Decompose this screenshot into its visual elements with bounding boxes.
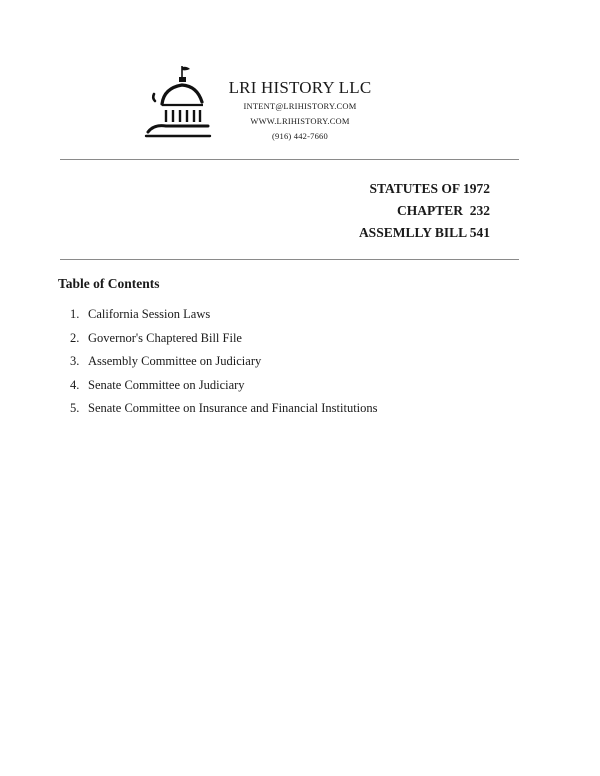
bottom-divider — [60, 259, 519, 260]
toc-item-label: Senate Committee on Judiciary — [88, 377, 245, 392]
toc-item-number: 4. — [70, 377, 80, 392]
capitol-dome-icon — [142, 64, 212, 140]
statute-year: STATUTES OF 1972 — [369, 181, 490, 196]
toc-item-number: 2. — [70, 330, 80, 345]
toc-item-label: Assembly Committee on Judiciary — [88, 354, 262, 368]
company-website: WWW.LRIHISTORY.COM — [250, 116, 350, 126]
toc-item[interactable] — [70, 376, 378, 400]
company-phone: (916) 442-7660 — [272, 131, 328, 141]
toc-item-number: 5. — [70, 401, 80, 415]
toc-list — [70, 305, 378, 423]
toc-title: Table of Contents — [58, 276, 160, 291]
toc-item-label: California Session Laws — [88, 307, 211, 321]
toc-item[interactable] — [70, 329, 378, 353]
statute-chapter: CHAPTER 232 — [396, 203, 490, 218]
company-name: LRI HISTORY LLC — [228, 78, 372, 97]
toc-item[interactable] — [70, 305, 378, 329]
statute-bill: ASSEMLLY BILL 541 — [358, 225, 490, 240]
toc-item-number: 3. — [70, 354, 80, 368]
top-divider — [60, 159, 519, 160]
toc-item-number: 1. — [70, 307, 80, 321]
company-email: INTENT@LRIHISTORY.COM — [243, 101, 357, 111]
toc-item-label: Senate Committee on Insurance and Financial Institutions — [88, 401, 378, 415]
toc-item-label: Governor's Chaptered Bill File — [88, 330, 242, 345]
toc-item[interactable] — [70, 399, 378, 423]
toc-item[interactable] — [70, 352, 378, 376]
